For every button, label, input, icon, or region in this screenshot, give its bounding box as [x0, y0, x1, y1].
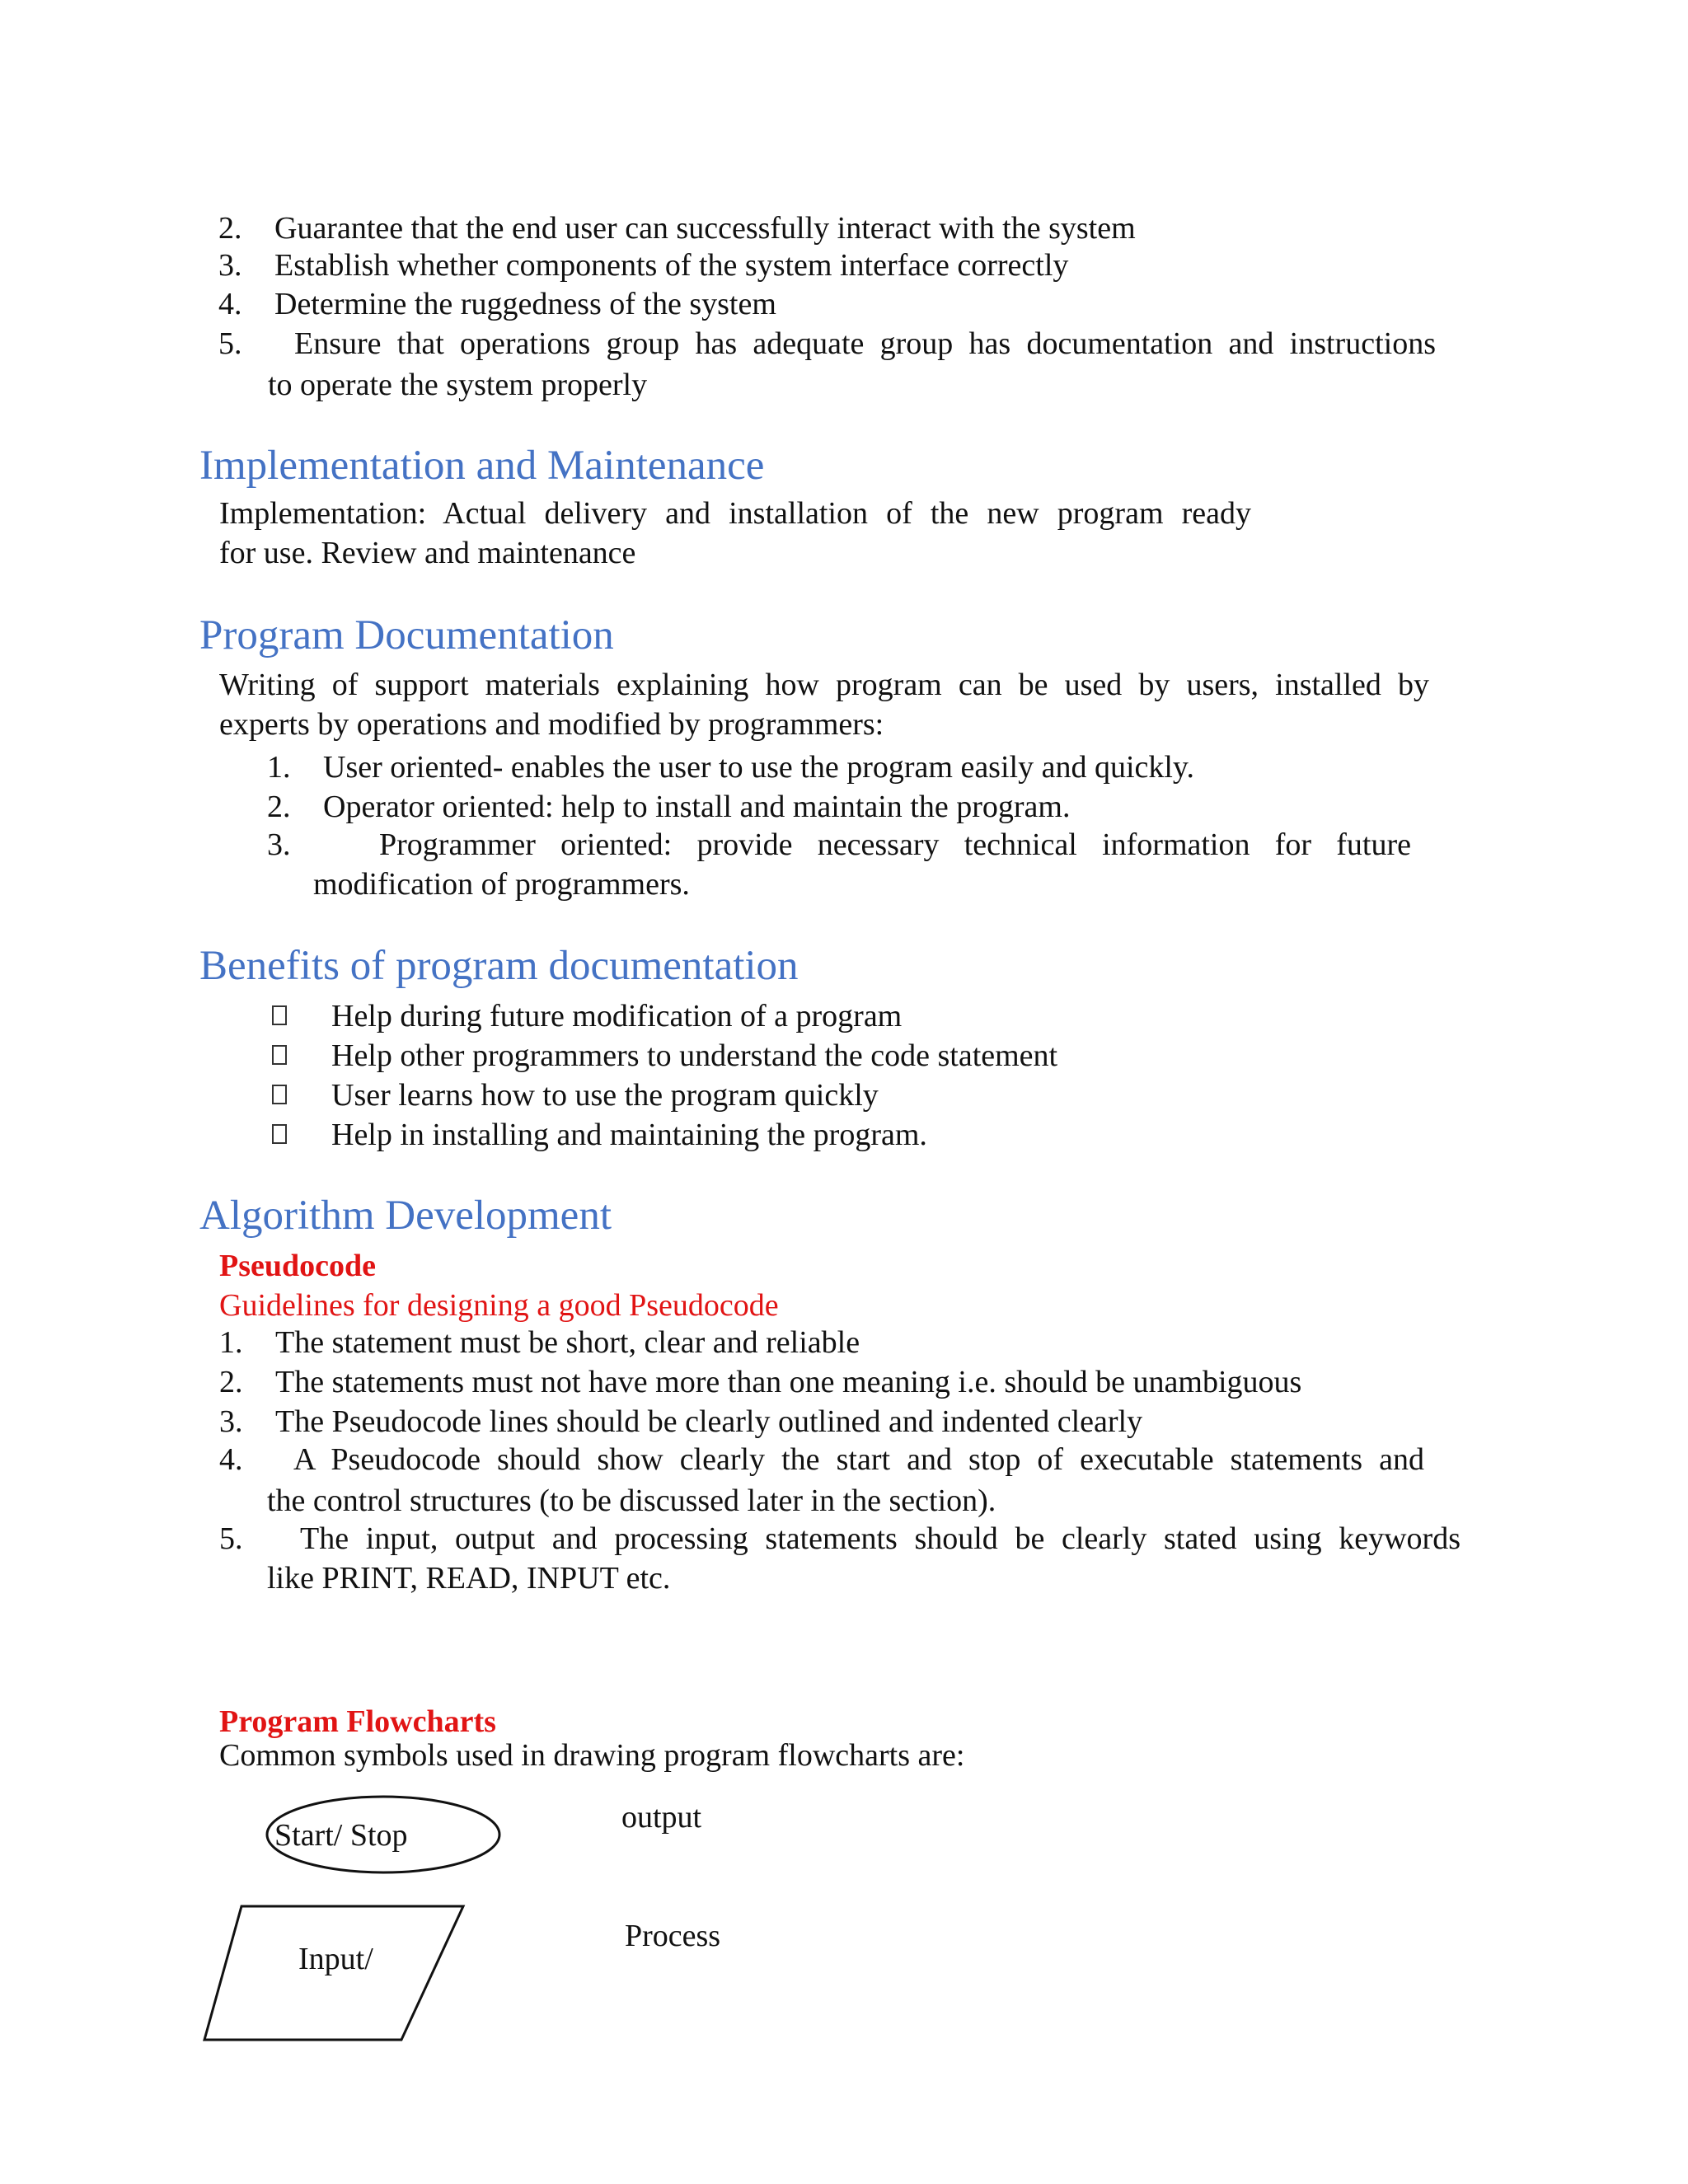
list-number: 5. [219, 1521, 243, 1556]
list-item-continuation: to operate the system properly [268, 368, 648, 402]
list-item: Operator oriented: help to install and maintain the program. [323, 790, 1071, 824]
list-item: The Pseudocode lines should be clearly outlined and indented clearly [275, 1404, 1143, 1439]
list-number: 1. [219, 1325, 243, 1360]
list-item: Programmer oriented: provide necessary technical information for future [379, 827, 1411, 862]
section-heading-documentation: Program Documentation [199, 612, 614, 658]
implementation-text: for use. Review and maintenance [219, 536, 636, 570]
implementation-text: Implementation: Actual delivery and installation of the new program ready [219, 496, 1251, 531]
section-heading-benefits: Benefits of program documentation [199, 943, 799, 989]
oval-caption: output [621, 1800, 702, 1835]
list-number: 2. [218, 211, 242, 246]
flowcharts-intro: Common symbols used in drawing program flowcharts are: [219, 1738, 965, 1773]
subheading-pseudocode: Pseudocode [219, 1249, 376, 1283]
oval-label: Start/ Stop [274, 1818, 408, 1853]
list-item: Establish whether components of the system interface correctly [274, 248, 1069, 283]
list-item: Help in installing and maintaining the program. [331, 1118, 927, 1152]
list-number: 4. [218, 287, 242, 321]
list-number: 2. [267, 790, 291, 824]
list-number: 2. [219, 1365, 243, 1399]
list-item: Help during future modification of a program [331, 999, 903, 1033]
subheading-guidelines: Guidelines for designing a good Pseudocode [219, 1288, 779, 1323]
list-item-continuation: the control structures (to be discussed later in the section). [267, 1483, 996, 1518]
section-heading-implementation: Implementation and Maintenance [199, 443, 765, 489]
subheading-flowcharts: Program Flowcharts [219, 1704, 496, 1739]
list-number: 3. [267, 827, 291, 862]
list-item: The input, output and processing statements should be clearly stated using keywords [300, 1521, 1461, 1556]
list-item: User learns how to use the program quickly [331, 1078, 879, 1113]
list-item-continuation: modification of programmers. [313, 867, 690, 902]
list-item: Ensure that operations group has adequate group has documentation and instructions [294, 326, 1436, 361]
section-heading-algorithm: Algorithm Development [199, 1193, 612, 1239]
list-number: 3. [219, 1404, 243, 1439]
parallelogram-label: Input/ [298, 1942, 373, 1976]
list-number: 5. [218, 326, 242, 361]
documentation-text: experts by operations and modified by programmers: [219, 707, 884, 742]
documentation-text: Writing of support materials explaining how program can be used by users, installed by [219, 668, 1429, 702]
list-number: 1. [267, 750, 291, 785]
list-item: A Pseudocode should show clearly the start and stop of executable statements and [293, 1442, 1424, 1477]
list-item: Help other programmers to understand the code statement [331, 1038, 1058, 1073]
list-number: 3. [218, 248, 242, 283]
list-item: Determine the ruggedness of the system [274, 287, 776, 321]
list-item-continuation: like PRINT, READ, INPUT etc. [267, 1561, 671, 1596]
list-item: Guarantee that the end user can successfully interact with the system [274, 211, 1136, 246]
parallelogram-caption: Process [625, 1919, 721, 1953]
list-item: User oriented- enables the user to use the program easily and quickly. [323, 750, 1194, 785]
list-number: 4. [219, 1442, 243, 1477]
list-item: The statements must not have more than one meaning i.e. should be unambiguous [275, 1365, 1302, 1399]
list-item: The statement must be short, clear and reliable [275, 1325, 860, 1360]
